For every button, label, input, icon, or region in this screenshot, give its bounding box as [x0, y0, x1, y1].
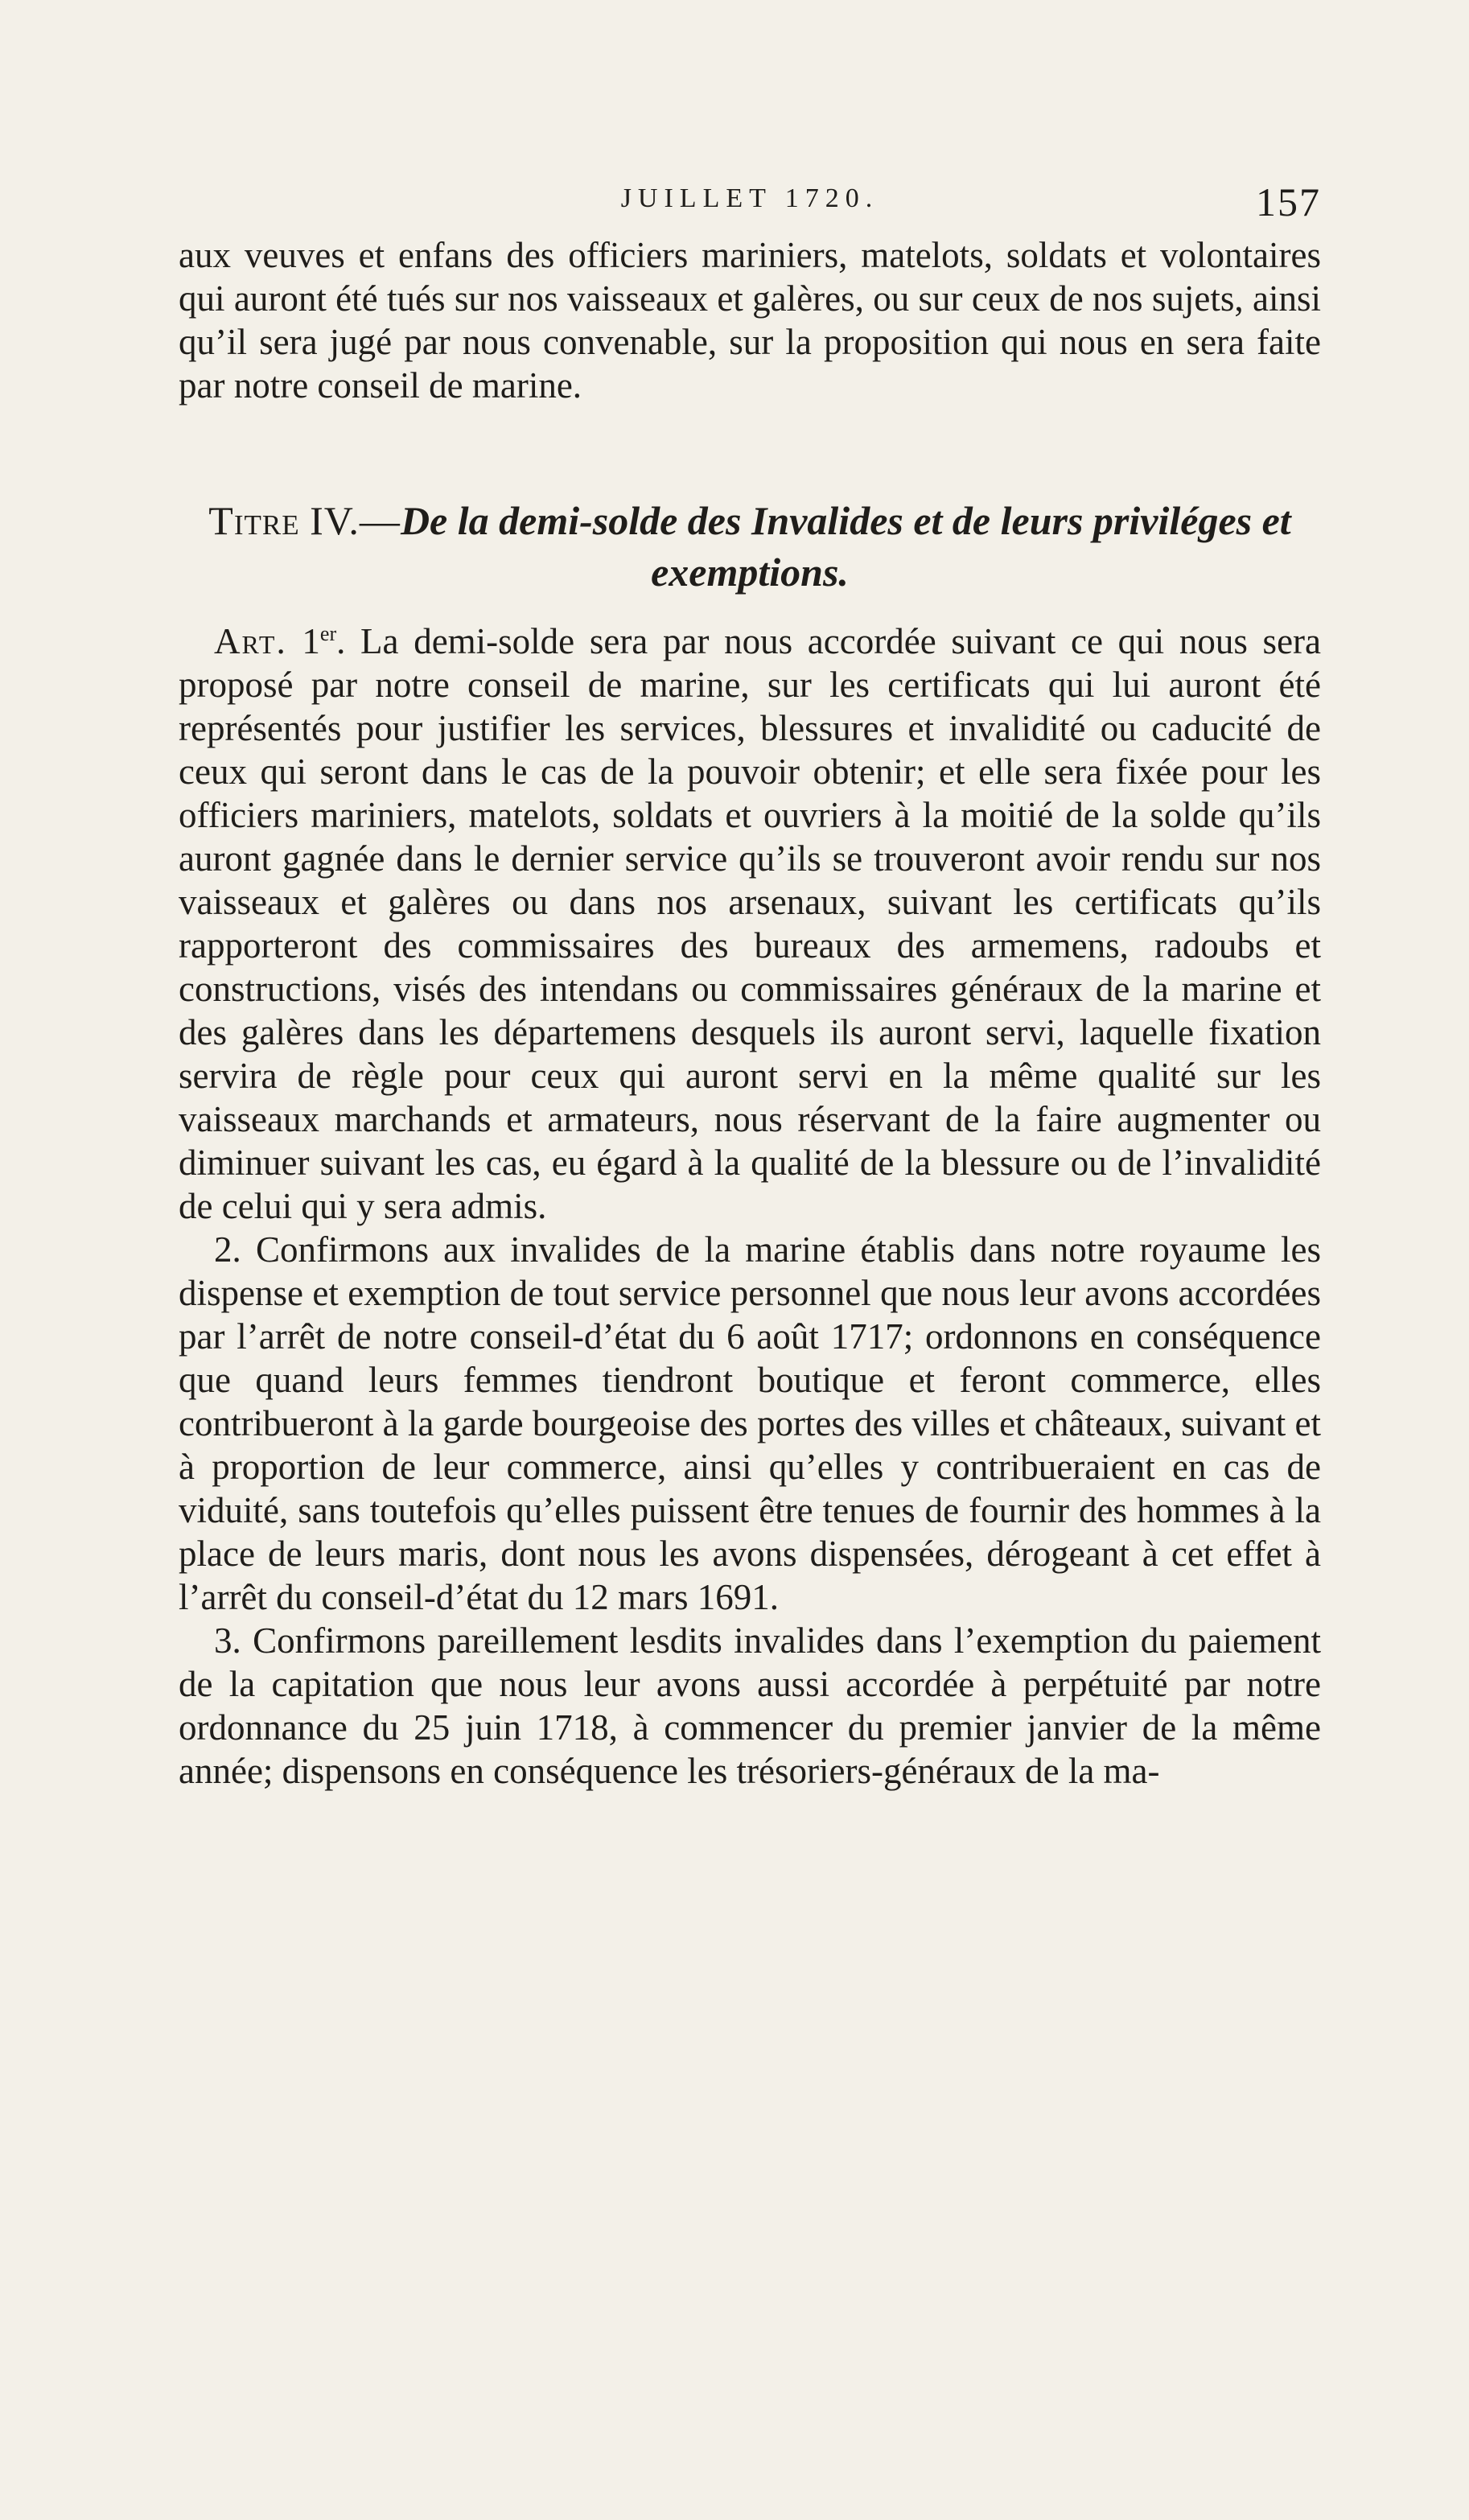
- intro-text-block: [179, 233, 1321, 407]
- article-2-number: 2.: [214, 1229, 241, 1270]
- article-1-punct: .: [336, 621, 346, 661]
- intro-paragraph: aux veuves et enfans des officiers mariniers, matelots, soldats et volontaires qui auront été tués sur nos vaisseaux et galères, ou sur ceux de nos sujets, ainsi qu’il sera jugé par nous convenable, sur la proposition qui nous en sera faite par notre conseil de marine.: [179, 235, 1321, 406]
- page-number: 157: [1256, 179, 1321, 224]
- article-1-sup: er: [319, 622, 337, 645]
- article-3-text: Confirmons pareillement lesdits invalides dans l’exemption du paiement de la capitation que nous leur avons aussi accordée à perpétuité par notre ordonnance du 25 juin 1718, à commencer du premier janvier de la même année; dispensons en conséquence les trésoriers-généraux de la ma-: [179, 1620, 1322, 1791]
- articles-text-block: [179, 620, 1321, 1793]
- article-2: [179, 1228, 1321, 1619]
- title-prefix: Titre: [208, 498, 300, 543]
- page-header: [179, 179, 1321, 227]
- article-1-number: 1: [302, 621, 320, 661]
- article-1-label: Art.: [214, 621, 287, 661]
- title-numeral: IV.—: [310, 498, 401, 543]
- article-2-text: Confirmons aux invalides de la marine établis dans notre royaume les dispense et exemption de tout service personnel que nous leur avons accordées par l’arrêt de notre conseil-d’état du 6 août 1717; ordonnons en conséquence que quand leurs femmes tiendront boutique et feront commerce, elles contribueront à la garde bourgeoise des portes des villes et châteaux, suivant et à proportion de leur commerce, ainsi qu’elles y contribueraient en cas de viduité, sans toutefois qu’elles puissent être tenues de fournir des hommes à la place de leurs maris, dont nous les avons dispensées, dérogeant à cet effet à l’arrêt du conseil-d’état du 12 mars 1691.: [179, 1229, 1322, 1617]
- article-3-number: 3.: [214, 1620, 241, 1661]
- article-1: [179, 620, 1321, 1228]
- running-title: JUILLET 1720.: [620, 183, 879, 213]
- section-title: [179, 495, 1321, 598]
- article-1-text: La demi-solde sera par nous accordée suivant ce qui nous sera proposé par notre conseil de marine, sur les certificats qui lui auront été représentés pour justifier les services, blessures et invalidité ou caducité de ceux qui seront dans le cas de la pouvoir obtenir; et elle sera fixée pour les officiers mariniers, matelots, soldats et ouvriers à la moitié de la solde qu’ils auront gagnée dans le dernier service qu’ils se trouveront avoir rendu sur nos vaisseaux et galères ou dans nos arsenaux, suivant les certificats qu’ils rapporteront des commissaires des bureaux des armemens, radoubs et constructions, visés des intendans ou commissaires généraux de la marine et des galères dans les départemens desquels ils auront servi, laquelle fixation servira de règle pour ceux qui auront servi en la même qualité sur les vaisseaux marchands et armateurs, nous réservant de la faire augmenter ou diminuer suivant les cas, eu égard à la qualité de la blessure ou de l’invalidité de celui qui y sera admis.: [179, 621, 1321, 1226]
- title-text: De la demi-solde des Invalides et de leurs priviléges et exemptions.: [400, 498, 1291, 595]
- article-3: [179, 1619, 1321, 1793]
